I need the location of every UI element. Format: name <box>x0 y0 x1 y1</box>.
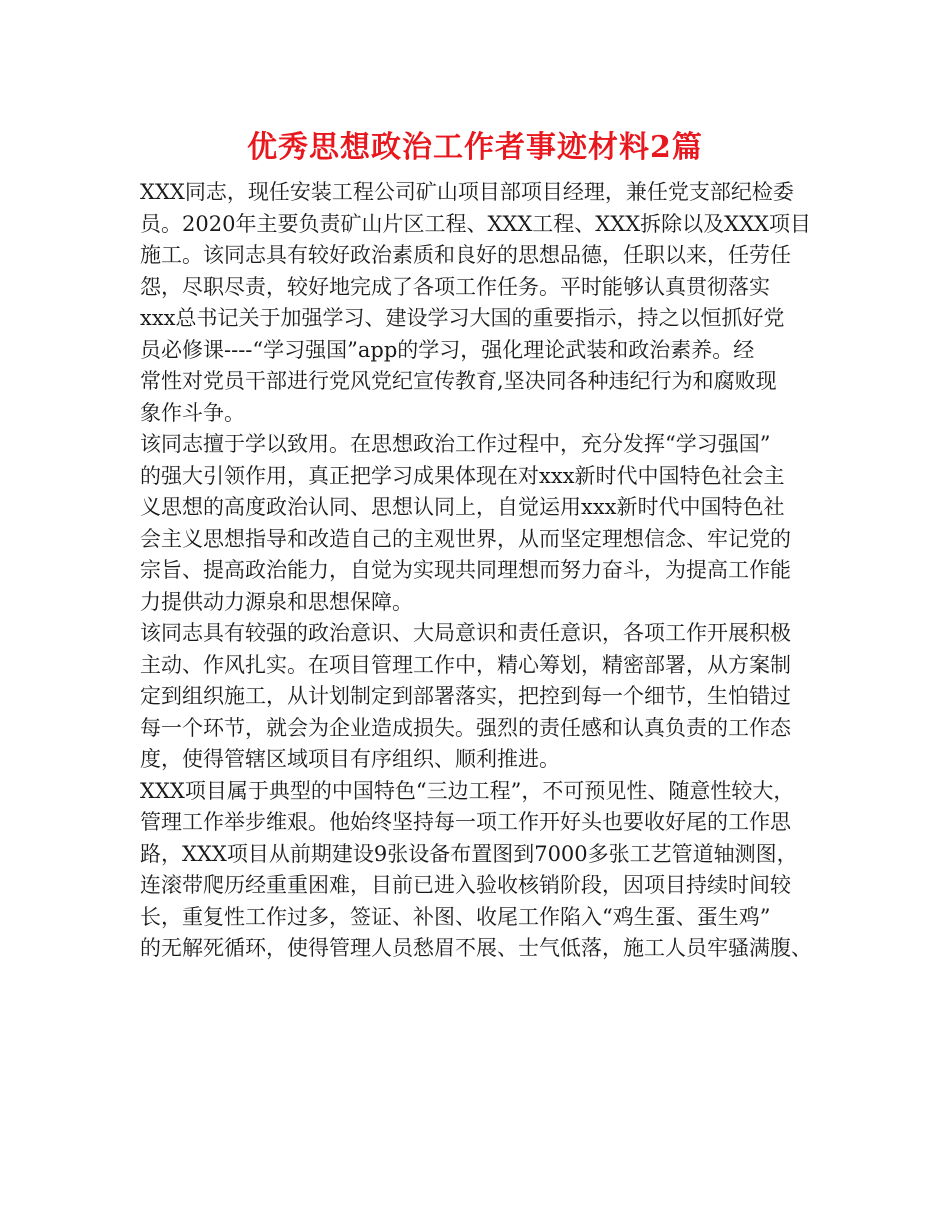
text-line: 该同志擅于学以致用。在思想政治工作过程中，充分发挥“学习强国” <box>140 432 771 456</box>
text-line: 怨，尽职尽责，较好地完成了各项工作任务。平时能够认真贯彻落实 <box>140 274 770 299</box>
text-line: 每一个环节，就会为企业造成损失。强烈的责任感和认真负责的工作态 <box>140 715 791 740</box>
text-line: 主动、作风扎实。在项目管理工作中，精心筹划，精密部署，从方案制 <box>140 652 791 677</box>
text-line: 义思想的高度政治认同、思想认同上，自觉运用xxx新时代中国特色社 <box>140 495 785 519</box>
text-line: XXX项目属于典型的中国特色“三边工程”，不可预见性、随意性较大， <box>140 778 795 803</box>
text-line: 施工。该同志具有较好政治素质和良好的思想品德，任职以来，任劳任 <box>140 243 791 267</box>
text-line: 宗旨、提高政治能力，自觉为实现共同理想而努力奋斗，为提高工作能 <box>140 558 791 582</box>
text-line: 长，重复性工作过多，签证、补图、收尾工作陷入“鸡生蛋、蛋生鸡” <box>140 904 771 929</box>
text-line: 管理工作举步维艰。他始终坚持每一项工作开好头也要收好尾的工作思 <box>140 810 791 834</box>
text-line: XXX同志，现任安装工程公司矿山项目部项目经理，兼任党支部纪检委 <box>140 180 794 204</box>
text-line: 象作斗争。 <box>140 400 245 425</box>
text-line: 该同志具有较强的政治意识、大局意识和责任意识，各项工作开展积极 <box>140 621 791 645</box>
text-line: xxx总书记关于加强学习、建设学习大国的重要指示，持之以恒抓好党 <box>140 306 785 330</box>
text-line: 路，XXX项目从前期建设9张设备布置图到7000多张工艺管道轴测图， <box>140 841 798 866</box>
document-title: 优秀思想政治工作者事迹材料2篇 <box>247 130 703 165</box>
text-line: 定到组织施工，从计划制定到部署落实，把控到每一个细节，生怕错过 <box>140 684 791 708</box>
text-line: 员。2020年主要负责矿山片区工程、XXX工程、XXX拆除以及XXX项目 <box>140 211 811 236</box>
text-line: 连滚带爬历经重重困难，目前已进入验收核销阶段，因项目持续时间较 <box>140 873 791 897</box>
text-line: 的无解死循环，使得管理人员愁眉不展、士气低落，施工人员牢骚满腹、 <box>140 936 812 960</box>
text-line: 员必修课----“学习强国”app的学习，强化理论武装和政治素养。经 <box>140 337 755 362</box>
text-line: 的强大引领作用，真正把学习成果体现在对xxx新时代中国特色社会主 <box>140 463 785 488</box>
text-line: 力提供动力源泉和思想保障。 <box>140 589 413 614</box>
text-line: 度，使得管辖区域项目有序组织、顺利推进。 <box>140 747 560 771</box>
text-line: 常性对党员干部进行党风党纪宣传教育,坚决同各种违纪行为和腐败现 <box>140 369 777 393</box>
text-line: 会主义思想指导和改造自己的主观世界，从而坚定理想信念、牢记党的 <box>140 526 791 551</box>
document-body <box>140 177 830 965</box>
